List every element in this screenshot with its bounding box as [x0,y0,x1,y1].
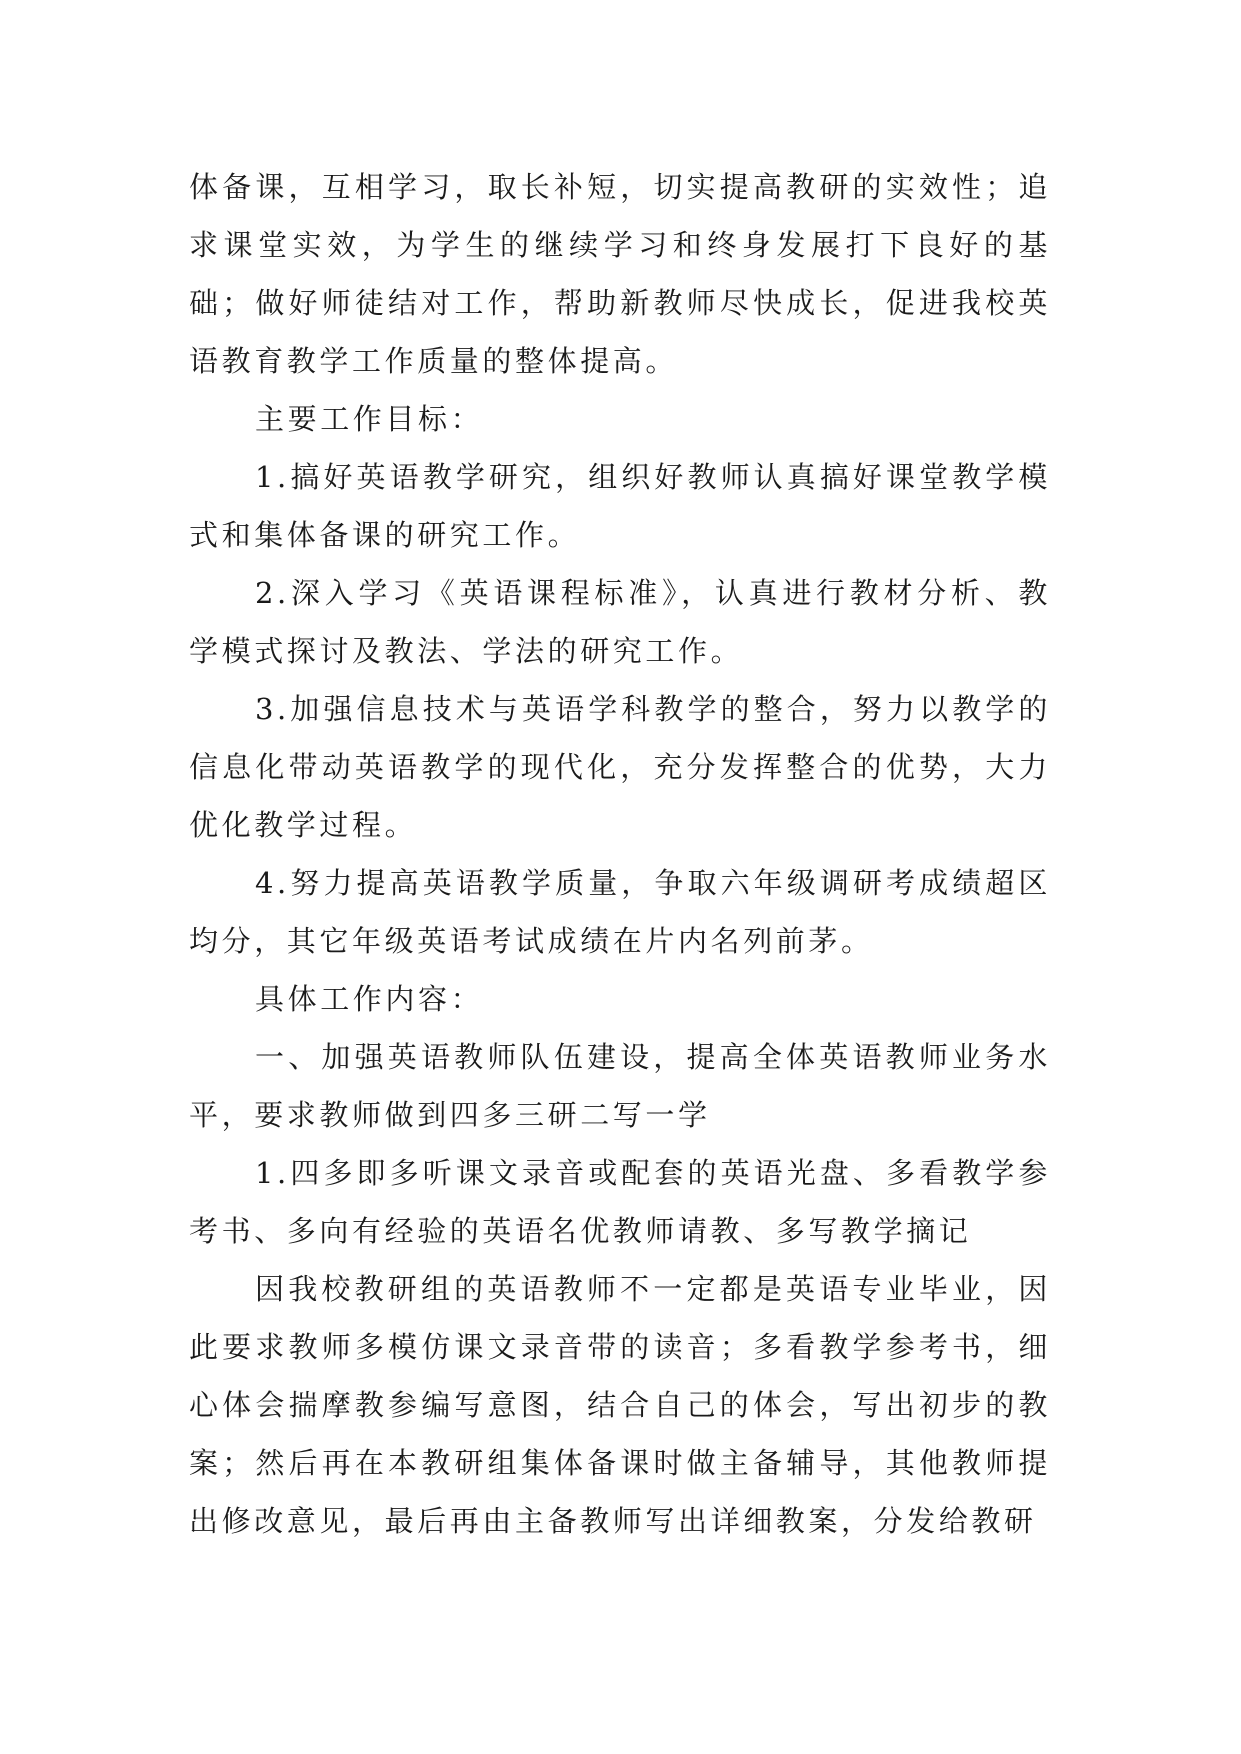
paragraph-content-heading: 具体工作内容： [255,982,484,1016]
paragraph-goal-2: 2.深入学习《英语课程标准》，认真进行教材分析、教学模式探讨及教法、学法的研究工作。 [189,576,1051,668]
paragraph-goal-4: 4.努力提高英语教学质量，争取六年级调研考成绩超区均分，其它年级英语考试成绩在片内名列前茅。 [189,866,1051,958]
paragraph-section-1: 一、加强英语教师队伍建设，提高全体英语教师业务水平，要求教师做到四多三研二写一学 [189,1040,1051,1132]
paragraph-goal-3: 3.加强信息技术与英语学科教学的整合，努力以教学的信息化带动英语教学的现代化，充分发挥整合的优势，大力优化教学过程。 [189,692,1051,842]
paragraph-item-1: 1.四多即多听课文录音或配套的英语光盘、多看教学参考书、多向有经验的英语名优教师请教、多写教学摘记 [189,1156,1051,1248]
paragraph-explanation: 因我校教研组的英语教师不一定都是英语专业毕业，因此要求教师多模仿课文录音带的读音；多看教学参考书，细心体会揣摩教参编写意图，结合自己的体会，写出初步的教案；然后再在本教研组集体备课时做主备辅导，其他教师提出修改意见，最后再由主备教师写出详细教案，分发给教研 [189,1272,1051,1538]
paragraph-goal-1: 1.搞好英语教学研究，组织好教师认真搞好课堂教学模式和集体备课的研究工作。 [189,460,1051,552]
paragraph-goals-heading: 主要工作目标： [255,402,484,436]
paragraph-continuation: 体备课，互相学习，取长补短，切实提高教研的实效性；追求课堂实效，为学生的继续学习和终身发展打下良好的基础；做好师徒结对工作，帮助新教师尽快成长，促进我校英语教育教学工作质量的整体提高。 [189,170,1051,378]
document-body [189,158,1051,1550]
